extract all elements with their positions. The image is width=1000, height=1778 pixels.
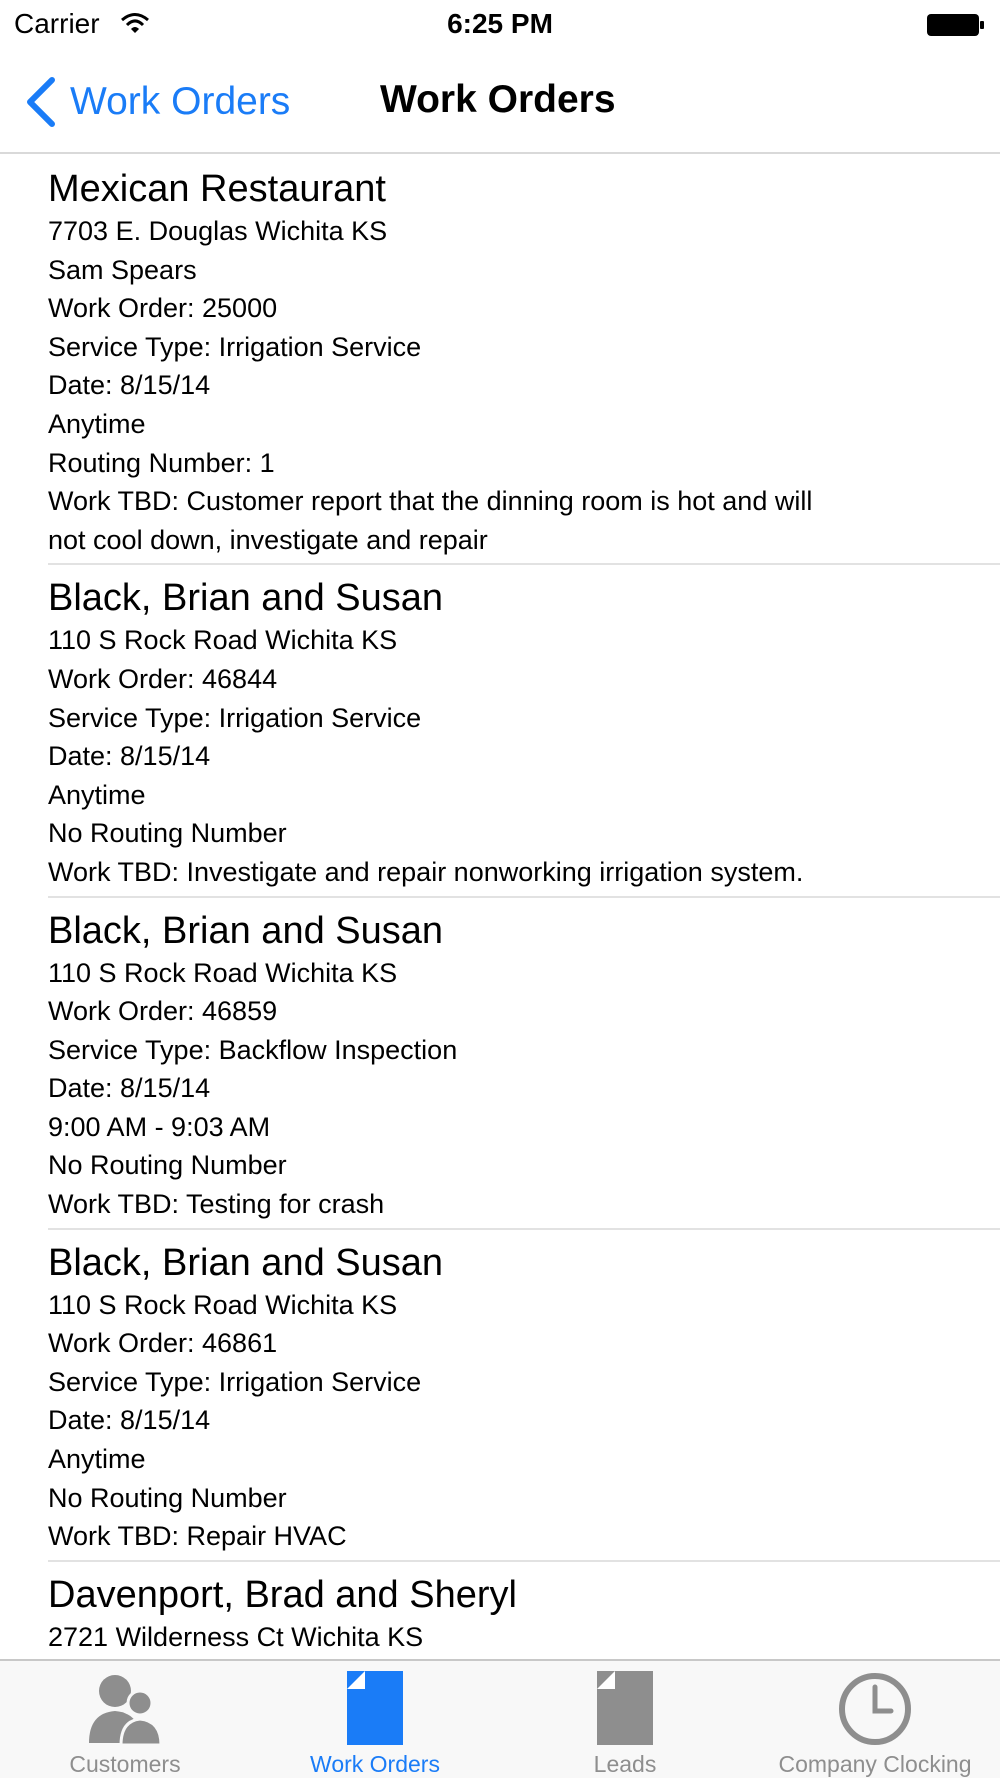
leads-icon [585,1671,665,1747]
work-order-detail-line: Anytime [48,408,146,439]
work-order-detail-line: Service Type: Irrigation Service [48,702,422,733]
tab-label-customers: Customers [69,1751,181,1777]
work-order-title: Davenport, Brad and Sheryl [48,1573,517,1616]
status-time: 6:25 PM [447,8,553,39]
work-order-list[interactable] [0,156,1000,1659]
work-order-detail-line: No Routing Number [48,1482,287,1513]
work-order-detail-line: Anytime [48,779,146,810]
work-order-item[interactable] [48,898,1000,1230]
work-order-detail-line: 2721 Wilderness Ct Wichita KS [48,1621,424,1652]
navigation-bar [0,50,1000,154]
work-order-detail-line: No Routing Number [48,1150,287,1181]
tab-leads[interactable] [500,1661,750,1778]
clock-icon [835,1671,915,1747]
work-order-item[interactable] [48,1562,1000,1659]
status-bar [0,0,1000,50]
work-order-detail-line: No Routing Number [48,818,287,849]
page-title: Work Orders [380,78,616,121]
work-order-detail-line: 110 S Rock Road Wichita KS [48,1289,398,1320]
work-order-detail-line: Work TBD: Customer report that the dinning room is hot and will [48,486,813,517]
tab-bar [0,1659,1000,1778]
work-order-detail-line: Service Type: Irrigation Service [48,1366,422,1397]
work-order-title: Black, Brian and Susan [48,909,444,952]
battery-icon [926,12,986,38]
work-order-detail-line: Work TBD: Repair HVAC [48,1521,347,1552]
work-order-detail-line: Date: 8/15/14 [48,1073,211,1104]
tab-company-clocking[interactable] [750,1661,1000,1778]
work-order-detail-line: Date: 8/15/14 [48,370,211,401]
work-order-title: Mexican Restaurant [48,168,386,210]
work-order-detail-line: 110 S Rock Road Wichita KS [48,957,398,988]
work-order-detail-line: Work TBD: Investigate and repair nonworking irrigation system. [48,856,804,887]
work-order-detail-line: 7703 E. Douglas Wichita KS [48,216,388,246]
work-order-detail-line: Anytime [48,1444,146,1475]
work-order-detail-line: Date: 8/15/14 [48,741,211,772]
work-order-item[interactable] [48,1230,1000,1562]
tab-label-work-orders: Work Orders [310,1751,440,1777]
tab-label-company-clocking: Company Clocking [778,1751,972,1777]
back-button[interactable] [24,70,290,134]
chevron-left-icon [24,76,58,128]
work-order-title: Black, Brian and Susan [48,1241,444,1284]
customers-icon [85,1671,165,1747]
work-order-item[interactable] [48,565,1000,897]
work-order-detail-line: Routing Number: 1 [48,447,275,478]
document-icon [335,1671,415,1747]
work-order-title: Black, Brian and Susan [48,577,444,620]
work-order-detail-line: 110 S Rock Road Wichita KS [48,625,398,656]
work-order-detail-line: Service Type: Irrigation Service [48,331,422,362]
back-button-label: Work Orders [70,80,291,123]
work-order-detail-line: Work TBD: Testing for crash [48,1189,385,1220]
work-order-detail-line: Work Order: 46859 [48,996,278,1027]
work-order-item[interactable] [48,156,1000,565]
work-order-detail-line: not cool down, investigate and repair [48,524,488,555]
work-order-detail-line: 9:00 AM - 9:03 AM [48,1111,271,1142]
tab-work-orders[interactable] [250,1661,500,1778]
tab-label-leads: Leads [593,1751,657,1777]
work-order-detail-line: Work Order: 46861 [48,1328,278,1359]
work-order-detail-line: Work Order: 25000 [48,293,278,324]
tab-customers[interactable] [0,1661,250,1778]
carrier-label: Carrier [14,8,100,39]
work-order-detail-line: Sam Spears [48,254,197,285]
work-order-detail-line: Date: 8/15/14 [48,1405,211,1436]
work-order-detail-line: Service Type: Backflow Inspection [48,1034,458,1065]
work-order-detail-line: Work Order: 46844 [48,663,278,694]
